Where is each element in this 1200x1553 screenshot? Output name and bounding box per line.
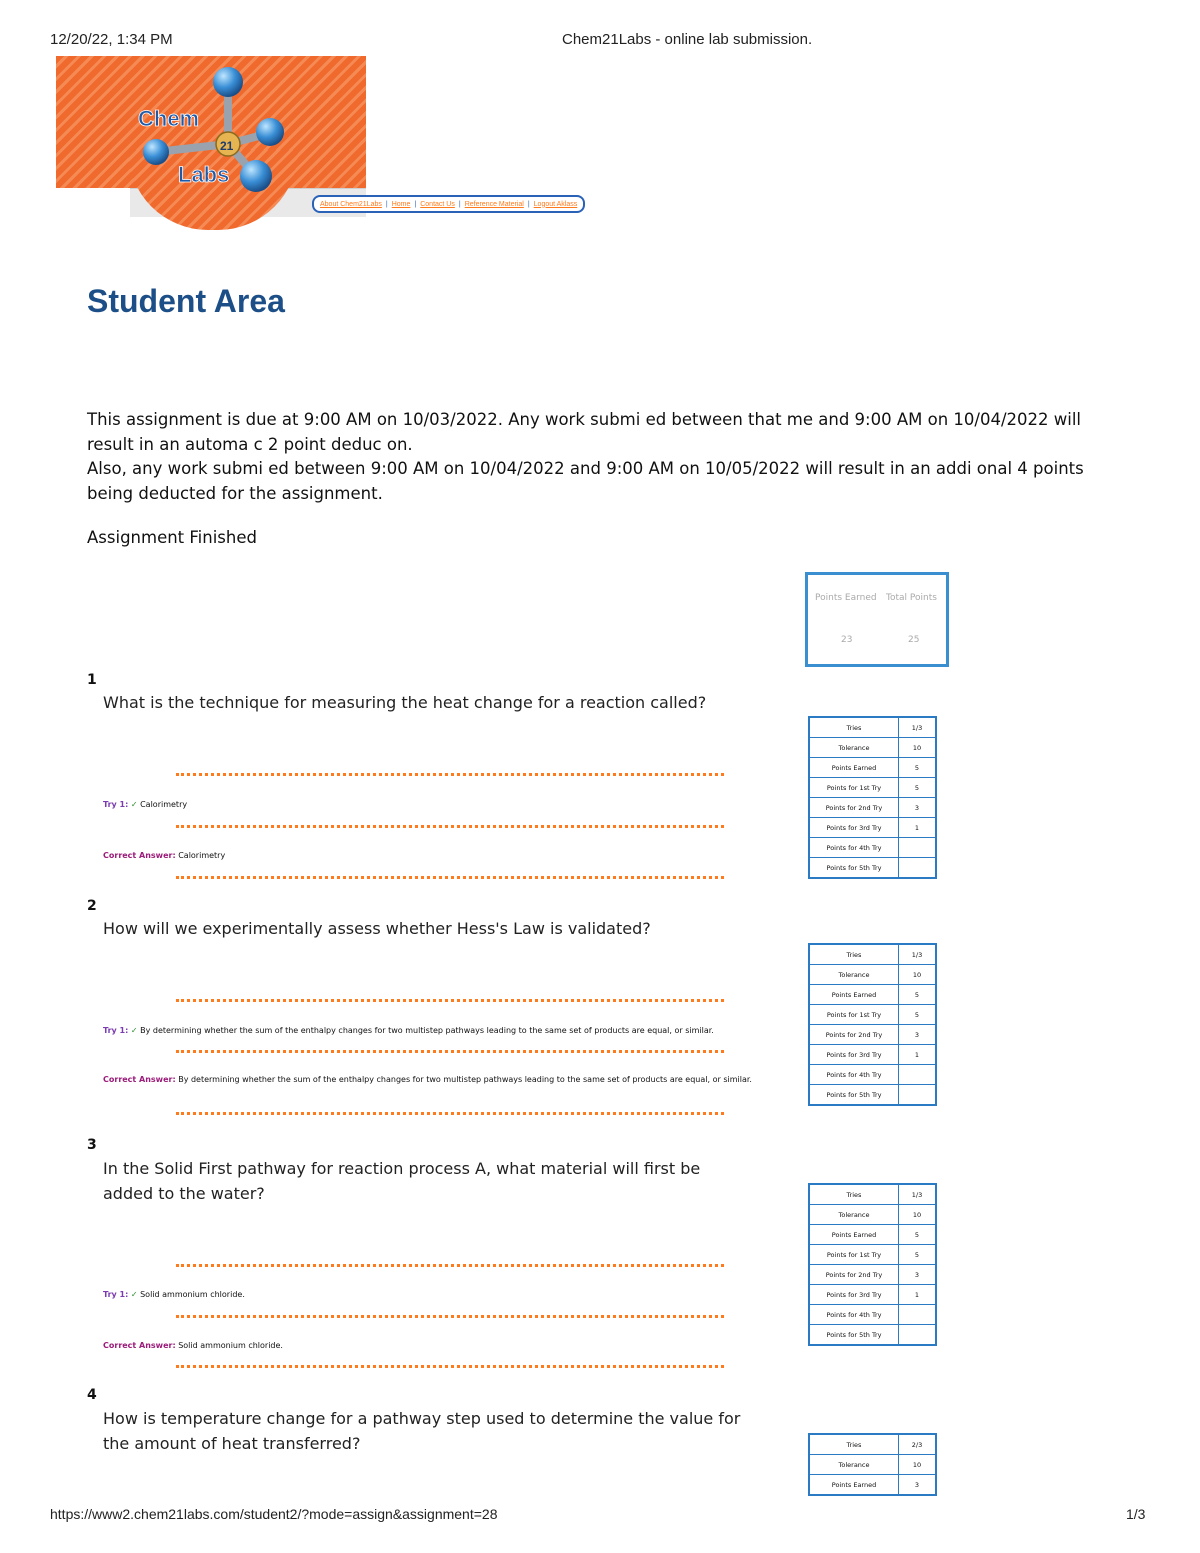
table-cell: 5	[899, 1225, 937, 1245]
table-cell: Points for 3rd Try	[809, 1285, 899, 1305]
correct-answer-label: Correct Answer:	[103, 851, 176, 860]
due-date-notice: This assignment is due at 9:00 AM on 10/03/2022. Any work submi ed between that me and 9:00 AM on 10/04/2022 will result in an automa c 2 point deduc on.	[87, 410, 1081, 454]
correct-answer-row	[103, 1341, 283, 1350]
logo-text-num: 21	[220, 139, 234, 153]
question-text: What is the technique for measuring the heat change for a reaction called?	[103, 693, 707, 712]
assignment-status: Assignment Finished	[87, 528, 257, 547]
late-penalty-notice: Also, any work submi ed between 9:00 AM on 10/04/2022 and 9:00 AM on 10/05/2022 will result in an addi onal 4 points being deducted for the assignment.	[87, 459, 1084, 503]
nav-logout[interactable]: Logout Aklass	[533, 200, 578, 208]
try-1-row	[103, 1290, 245, 1299]
table-cell: Tries	[809, 944, 899, 965]
table-cell: 10	[899, 1205, 937, 1225]
correct-answer: By determining whether the sum of the enthalpy changes for two multistep pathways leading to the same set of products are equal, or similar.	[178, 1075, 752, 1084]
table-cell: 3	[899, 798, 937, 818]
try-1-row	[103, 1026, 714, 1035]
divider	[176, 1365, 724, 1368]
logo-text-labs: Labs	[178, 162, 230, 187]
table-cell: 10	[899, 965, 937, 985]
table-cell: 5	[899, 985, 937, 1005]
nav-about[interactable]: About Chem21Labs	[320, 200, 382, 208]
nav-reference[interactable]: Reference Material	[464, 200, 524, 208]
table-cell: Points for 5th Try	[809, 1325, 899, 1346]
table-cell: Tolerance	[809, 965, 899, 985]
divider	[176, 773, 724, 776]
try-label: Try 1:	[103, 800, 129, 809]
total-points-label: Total Points	[886, 593, 937, 603]
table-cell: 1	[899, 1285, 937, 1305]
table-cell: 5	[899, 1245, 937, 1265]
divider	[176, 1264, 724, 1267]
table-cell: 1/3	[899, 1184, 937, 1205]
top-nav: About Chem21Labs | Home | Contact Us | Reference Material | Logout Aklass	[312, 195, 585, 213]
table-cell: Points for 2nd Try	[809, 1025, 899, 1045]
divider	[176, 825, 724, 828]
question-number: 4	[87, 1387, 97, 1403]
table-cell: 2/3	[899, 1434, 937, 1455]
table-cell: 10	[899, 1455, 937, 1475]
table-cell: Points for 3rd Try	[809, 1045, 899, 1065]
nav-contact[interactable]: Contact Us	[420, 200, 455, 208]
try-answer: By determining whether the sum of the enthalpy changes for two multistep pathways leading to the same set of products are equal, or similar.	[140, 1026, 714, 1035]
table-cell: Points for 5th Try	[809, 1085, 899, 1106]
table-cell: Points for 1st Try	[809, 1005, 899, 1025]
print-page-title: Chem21Labs - online lab submission.	[562, 31, 813, 48]
table-cell: Tolerance	[809, 1455, 899, 1475]
table-cell: 5	[899, 1005, 937, 1025]
divider	[176, 999, 724, 1002]
divider	[176, 1050, 724, 1053]
table-cell: Tolerance	[809, 1205, 899, 1225]
table-cell: Tries	[809, 717, 899, 738]
divider	[176, 1315, 724, 1318]
divider	[176, 876, 724, 879]
table-cell: 3	[899, 1475, 937, 1496]
table-cell	[899, 1325, 937, 1346]
table-cell	[899, 1305, 937, 1325]
table-cell: Points Earned	[809, 985, 899, 1005]
print-datetime: 12/20/22, 1:34 PM	[50, 31, 173, 48]
tries-table	[808, 1433, 937, 1496]
table-cell: 5	[899, 778, 937, 798]
question-text: In the Solid First pathway for reaction process A, what material will first be added to the water?	[103, 1159, 701, 1203]
atom-top-icon	[213, 67, 243, 97]
table-cell: Points Earned	[809, 758, 899, 778]
table-cell: Points Earned	[809, 1225, 899, 1245]
correct-answer: Solid ammonium chloride.	[178, 1341, 283, 1350]
try-answer: Solid ammonium chloride.	[140, 1290, 245, 1299]
table-cell: Points for 4th Try	[809, 1065, 899, 1085]
nav-home[interactable]: Home	[391, 200, 411, 208]
question-number: 1	[87, 672, 97, 688]
print-page-number: 1/3	[1126, 1506, 1146, 1522]
points-earned-label: Points Earned	[815, 593, 877, 603]
table-cell: Points for 3rd Try	[809, 818, 899, 838]
table-cell: 3	[899, 1265, 937, 1285]
table-cell: Points for 4th Try	[809, 838, 899, 858]
checkmark-icon: ✓	[130, 800, 138, 809]
table-cell: Tries	[809, 1184, 899, 1205]
correct-answer-row	[103, 1071, 803, 1088]
correct-answer-row	[103, 851, 225, 860]
print-url: https://www2.chem21labs.com/student2/?mode=assign&assignment=28	[50, 1506, 498, 1522]
table-cell: 1	[899, 1045, 937, 1065]
table-cell: 5	[899, 758, 937, 778]
question-text: How is temperature change for a pathway step used to determine the value for the amount of heat transferred?	[103, 1409, 741, 1453]
table-cell: Points for 2nd Try	[809, 1265, 899, 1285]
try-label: Try 1:	[103, 1026, 129, 1035]
table-cell: Points for 5th Try	[809, 858, 899, 879]
score-summary	[805, 572, 949, 667]
correct-answer: Calorimetry	[178, 851, 226, 860]
total-points-value: 25	[908, 635, 920, 645]
divider	[176, 1112, 724, 1115]
table-cell: Tolerance	[809, 738, 899, 758]
tries-table	[808, 1183, 937, 1346]
table-cell: 10	[899, 738, 937, 758]
correct-answer-label: Correct Answer:	[103, 1341, 176, 1350]
tries-table	[808, 716, 937, 879]
table-cell	[899, 858, 937, 879]
table-cell	[899, 1085, 937, 1106]
table-cell	[899, 838, 937, 858]
table-cell: 1/3	[899, 717, 937, 738]
tries-table	[808, 943, 937, 1106]
try-label: Try 1:	[103, 1290, 129, 1299]
checkmark-icon: ✓	[130, 1026, 138, 1035]
atom-right-icon	[256, 118, 284, 146]
table-cell: 1/3	[899, 944, 937, 965]
table-cell: Points Earned	[809, 1475, 899, 1496]
try-answer: Calorimetry	[140, 800, 188, 809]
correct-answer-label: Correct Answer:	[103, 1075, 176, 1084]
table-cell: 3	[899, 1025, 937, 1045]
table-cell: Points for 1st Try	[809, 1245, 899, 1265]
question-text: How will we experimentally assess whether Hess's Law is validated?	[103, 919, 651, 938]
question-number: 2	[87, 898, 97, 914]
checkmark-icon: ✓	[130, 1290, 138, 1299]
table-cell: Tries	[809, 1434, 899, 1455]
table-cell: Points for 4th Try	[809, 1305, 899, 1325]
page-title: Student Area	[87, 283, 285, 319]
points-earned-value: 23	[841, 635, 853, 645]
question-number: 3	[87, 1137, 97, 1153]
atom-bottom-icon	[240, 160, 272, 192]
atom-left-icon	[143, 139, 169, 165]
try-1-row	[103, 800, 187, 809]
logo-text-chem: Chem	[138, 106, 200, 131]
table-cell: Points for 1st Try	[809, 778, 899, 798]
table-cell	[899, 1065, 937, 1085]
table-cell: Points for 2nd Try	[809, 798, 899, 818]
table-cell: 1	[899, 818, 937, 838]
